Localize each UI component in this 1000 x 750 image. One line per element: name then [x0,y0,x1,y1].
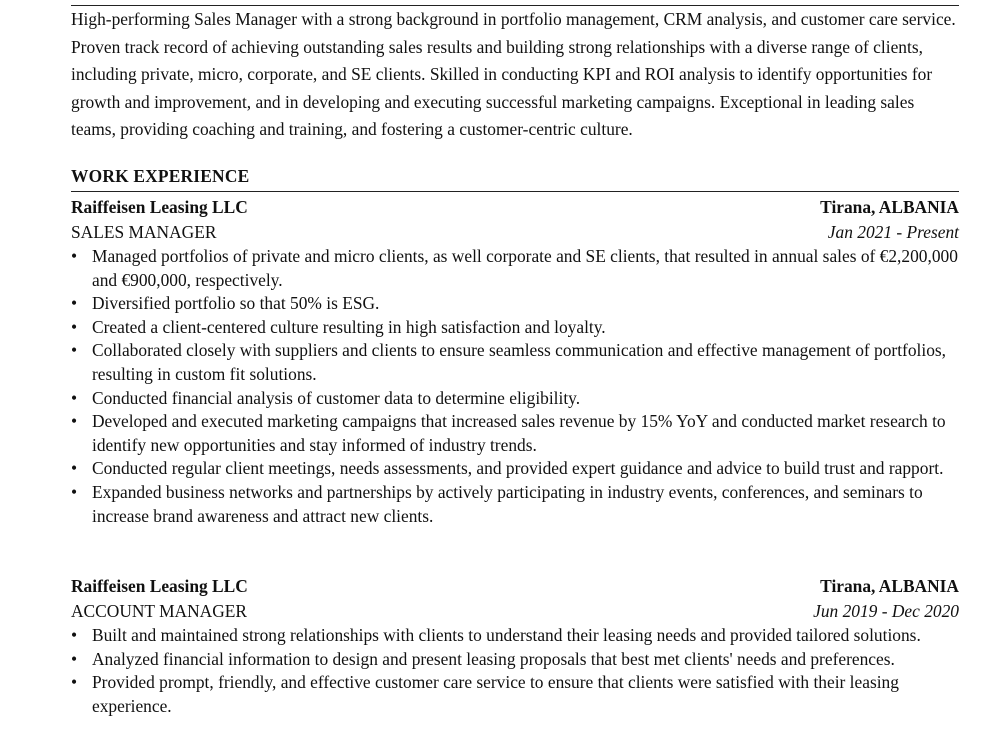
bullet-text: Diversified portfolio so that 50% is ESG. [92,293,380,314]
bullet-text: Expanded business networks and partnerships by actively participating in industry events, conferences, and seminars to increase brand awareness and attract new clients. [92,481,923,526]
bullet-icon: • [71,411,78,432]
bullet-icon: • [71,387,78,408]
job-location: Tirana, ALBANIA [820,576,959,596]
list-item [71,245,959,292]
company-name: Raiffeisen Leasing LLC [71,197,248,217]
list-item [71,457,959,481]
list-item [71,671,959,718]
list-item [71,624,959,648]
list-item [71,481,959,528]
job-dates: Jun 2019 - Dec 2020 [813,601,959,621]
job-title: SALES MANAGER [71,222,217,242]
bullet-text: Conducted financial analysis of customer data to determine eligibility. [92,387,581,408]
bullet-icon: • [71,481,78,502]
professional-summary: High-performing Sales Manager with a strong background in portfolio management, CRM analysis, and customer care service. Proven track record of achieving outstanding sales results and building strong relationships with a diverse range of clients, including private, micro, corporate, and SE clients. Skilled in conducting KPI and ROI analysis to identify opportunities for growth and improvement, and in developing and executing successful marketing campaigns. Exceptional in leading sales teams, providing coaching and training, and fostering a customer-centric culture. [71,9,956,140]
bullet-text: Built and maintained strong relationships with clients to understand their leasing needs and provided tailored solutions. [92,625,921,645]
job-bullet-list [71,245,959,528]
job-entry-account-manager [71,574,959,718]
bullet-icon: • [71,246,78,266]
bullet-text: Provided prompt, friendly, and effective customer care service to ensure that clients were satisfied with their leasing experience. [92,672,899,716]
list-item [71,316,959,340]
bullet-icon: • [71,458,78,479]
work-experience-heading: WORK EXPERIENCE [71,165,959,192]
bullet-icon: • [71,648,78,669]
bullet-text: Conducted regular client meetings, needs assessments, and provided expert guidance and advice to build trust and rapport. [92,458,944,479]
bullet-text: Collaborated closely with suppliers and clients to ensure seamless communication and effective management of portfolios, resulting in custom fit solutions. [92,340,947,384]
bullet-icon: • [71,672,78,693]
list-item [71,387,959,411]
bullet-icon: • [71,625,78,645]
job-location: Tirana, ALBANIA [820,197,959,217]
list-item [71,410,959,457]
bullet-icon: • [71,316,78,337]
bullet-text: Developed and executed marketing campaigns that increased sales revenue by 15% YoY and conducted market research to identify new opportunities and stay informed of industry trends. [92,411,946,455]
job-bullet-list [71,624,959,718]
list-item [71,339,959,386]
job-header-row [71,195,959,220]
list-item [71,292,959,316]
bullet-text: Analyzed financial information to design and present leasing proposals that best met clients' needs and preferences. [92,648,895,669]
company-name: Raiffeisen Leasing LLC [71,576,248,596]
bullet-text: Created a client-centered culture resulting in high satisfaction and loyalty. [92,316,606,337]
list-item [71,648,959,672]
job-title: ACCOUNT MANAGER [71,601,248,621]
job-entry-sales-manager [71,195,959,528]
job-dates: Jan 2021 - Present [827,222,959,242]
bullet-icon: • [71,293,78,314]
bullet-icon: • [71,340,78,361]
job-role-row [71,599,959,624]
job-header-row [71,574,959,599]
job-role-row [71,220,959,245]
bullet-text: Managed portfolios of private and micro clients, as well corporate and SE clients, that resulted in annual sales of €2,200,000 and €900,000, respectively. [92,246,958,290]
